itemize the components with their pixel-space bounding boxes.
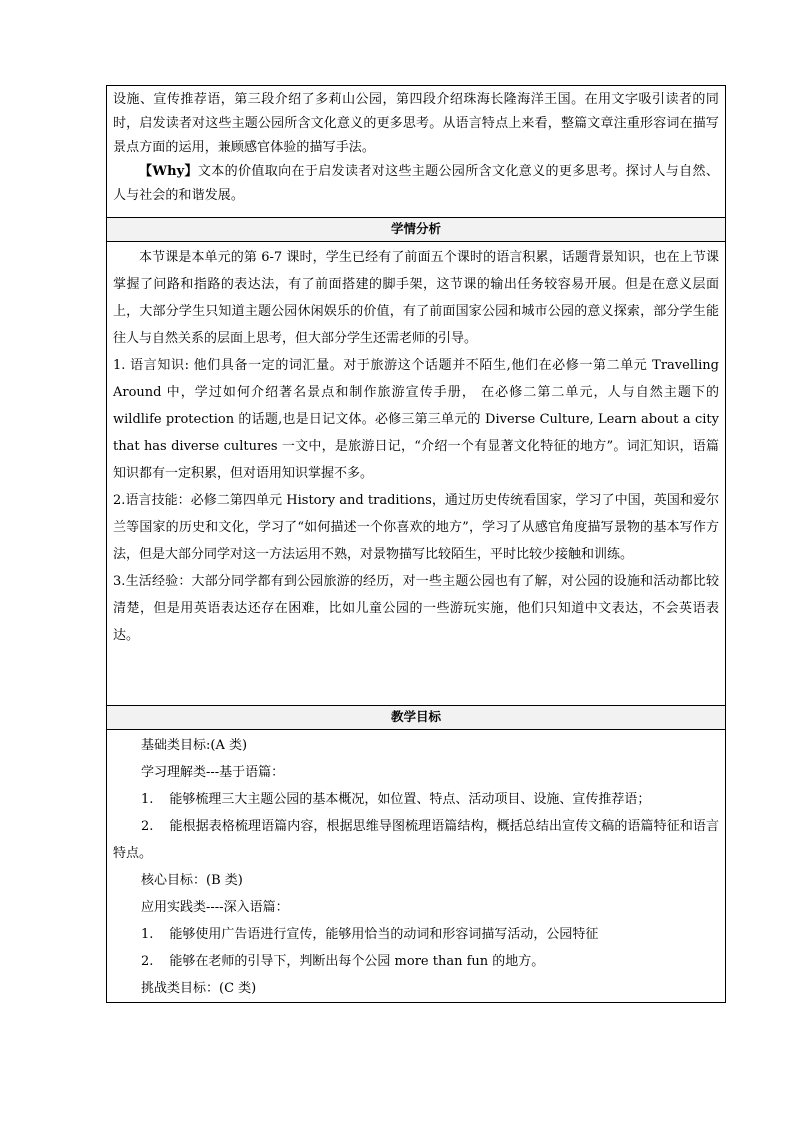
section-header-student-analysis: 学情分析	[107, 218, 725, 242]
why-paragraph	[113, 160, 719, 208]
text-analysis-paragraph: 设施、宣传推荐语，第三段介绍了多莉山公园，第四段介绍珠海长隆海洋王国。在用文字吸引读者的同时，启发读者对这些主题公园所含文化意义的更多思考。从语言特点上来看，整篇文章注重形容词在描写景点方面的运用，兼顾感官体验的描写手法。	[113, 92, 719, 155]
core-objective-number-2: 2.	[141, 954, 154, 969]
learning-understanding-label: 学习理解类---基于语篇：	[141, 765, 285, 780]
core-objective-number-1: 1.	[141, 927, 154, 942]
basic-objective-text-2: 能根据表格梳理语篇内容，根据思维导图梳理语篇结构，概括总结出宣传文稿的语篇特征和语言特点。	[113, 819, 719, 861]
core-objective-item-1	[113, 921, 719, 948]
section-header-teaching-objectives: 教学目标	[107, 706, 725, 730]
core-objective-text-1: 能够使用广告语进行宣传，能够用恰当的动词和形容词描写活动，公园特征	[169, 927, 599, 942]
core-objective-text-2: 能够在老师的引导下，判断出每个公园 more than fun 的地方。	[169, 954, 545, 969]
lesson-plan-table	[106, 85, 726, 1003]
student-analysis-intro: 本节课是本单元的第 6-7 课时，学生已经有了前面五个课时的语言积累，话题背景知识，也在上节课掌握了问路和指路的表达法，有了前面搭建的脚手架，这节课的输出任务较容易开展。但是在意义层面上，大部分学生只知道主题公园休闲娱乐的价值，有了前面国家公园和城市公园的意义探索，部分学生能往人与自然关系的层面上思考，但大部分学生还需老师的引导。	[113, 250, 719, 346]
basic-objective-text-1: 能够梳理三大主题公园的基本概况，如位置、特点、活动项目、设施、宣传推荐语；	[169, 792, 651, 807]
basic-objective-item-1	[113, 786, 719, 813]
basic-objective-number-2: 2.	[141, 819, 154, 834]
basic-objective-number-1: 1.	[141, 792, 154, 807]
basic-objectives-label: 基础类目标:(A 类)	[141, 738, 248, 753]
basic-objective-item-2	[113, 813, 719, 867]
language-knowledge-item: 1. 语言知识: 他们具备一定的词汇量。对于旅游这个话题并不陌生,他们在必修一第二单元 Travelling Around 中，学过如何介绍著名景点和制作旅游宣传手册， 在必修二第二单元，人与自然主题下的 wildlife protection 的话题,也是日记文体。必修三第三单元的 Diverse Culture, Learn about a city that has diverse cultures 一文中，是旅游日记，“介绍一个有显著文化特征的地方”。词汇知识，语篇知识都有一定积累，但对语用知识掌握不多。	[113, 358, 719, 481]
challenge-objectives-label: 挑战类目标：(C 类)	[141, 981, 257, 996]
application-practice-label: 应用实践类----深入语篇：	[141, 900, 289, 915]
language-skills-item: 2.语言技能：必修二第四单元 History and traditions，通过历史传统看国家，学习了中国，英国和爱尔兰等国家的历史和文化，学习了“如何描述一个你喜欢的地方”，学习了从感官角度描写景物的基本写作方法，但是大部分同学对这一方法运用不熟，对景物描写比较陌生，平时比较少接触和训练。	[113, 493, 719, 562]
why-tag: 【Why】	[139, 164, 198, 179]
student-analysis-cell	[107, 242, 725, 706]
core-objective-item-2	[113, 948, 719, 975]
core-objectives-label: 核心目标：(B 类)	[141, 873, 243, 888]
life-experience-item: 3.生活经验：大部分同学都有到公园旅游的经历，对一些主题公园也有了解，对公园的设施和活动都比较清楚，但是用英语表达还存在困难，比如儿童公园的一些游玩实施，他们只知道中文表达，不会英语表达。	[113, 574, 719, 643]
text-analysis-cell	[107, 86, 725, 218]
why-text: 文本的价值取向在于启发读者对这些主题公园所含文化意义的更多思考。探讨人与自然、人与社会的和谐发展。	[113, 164, 720, 203]
teaching-objectives-cell	[107, 730, 725, 1002]
